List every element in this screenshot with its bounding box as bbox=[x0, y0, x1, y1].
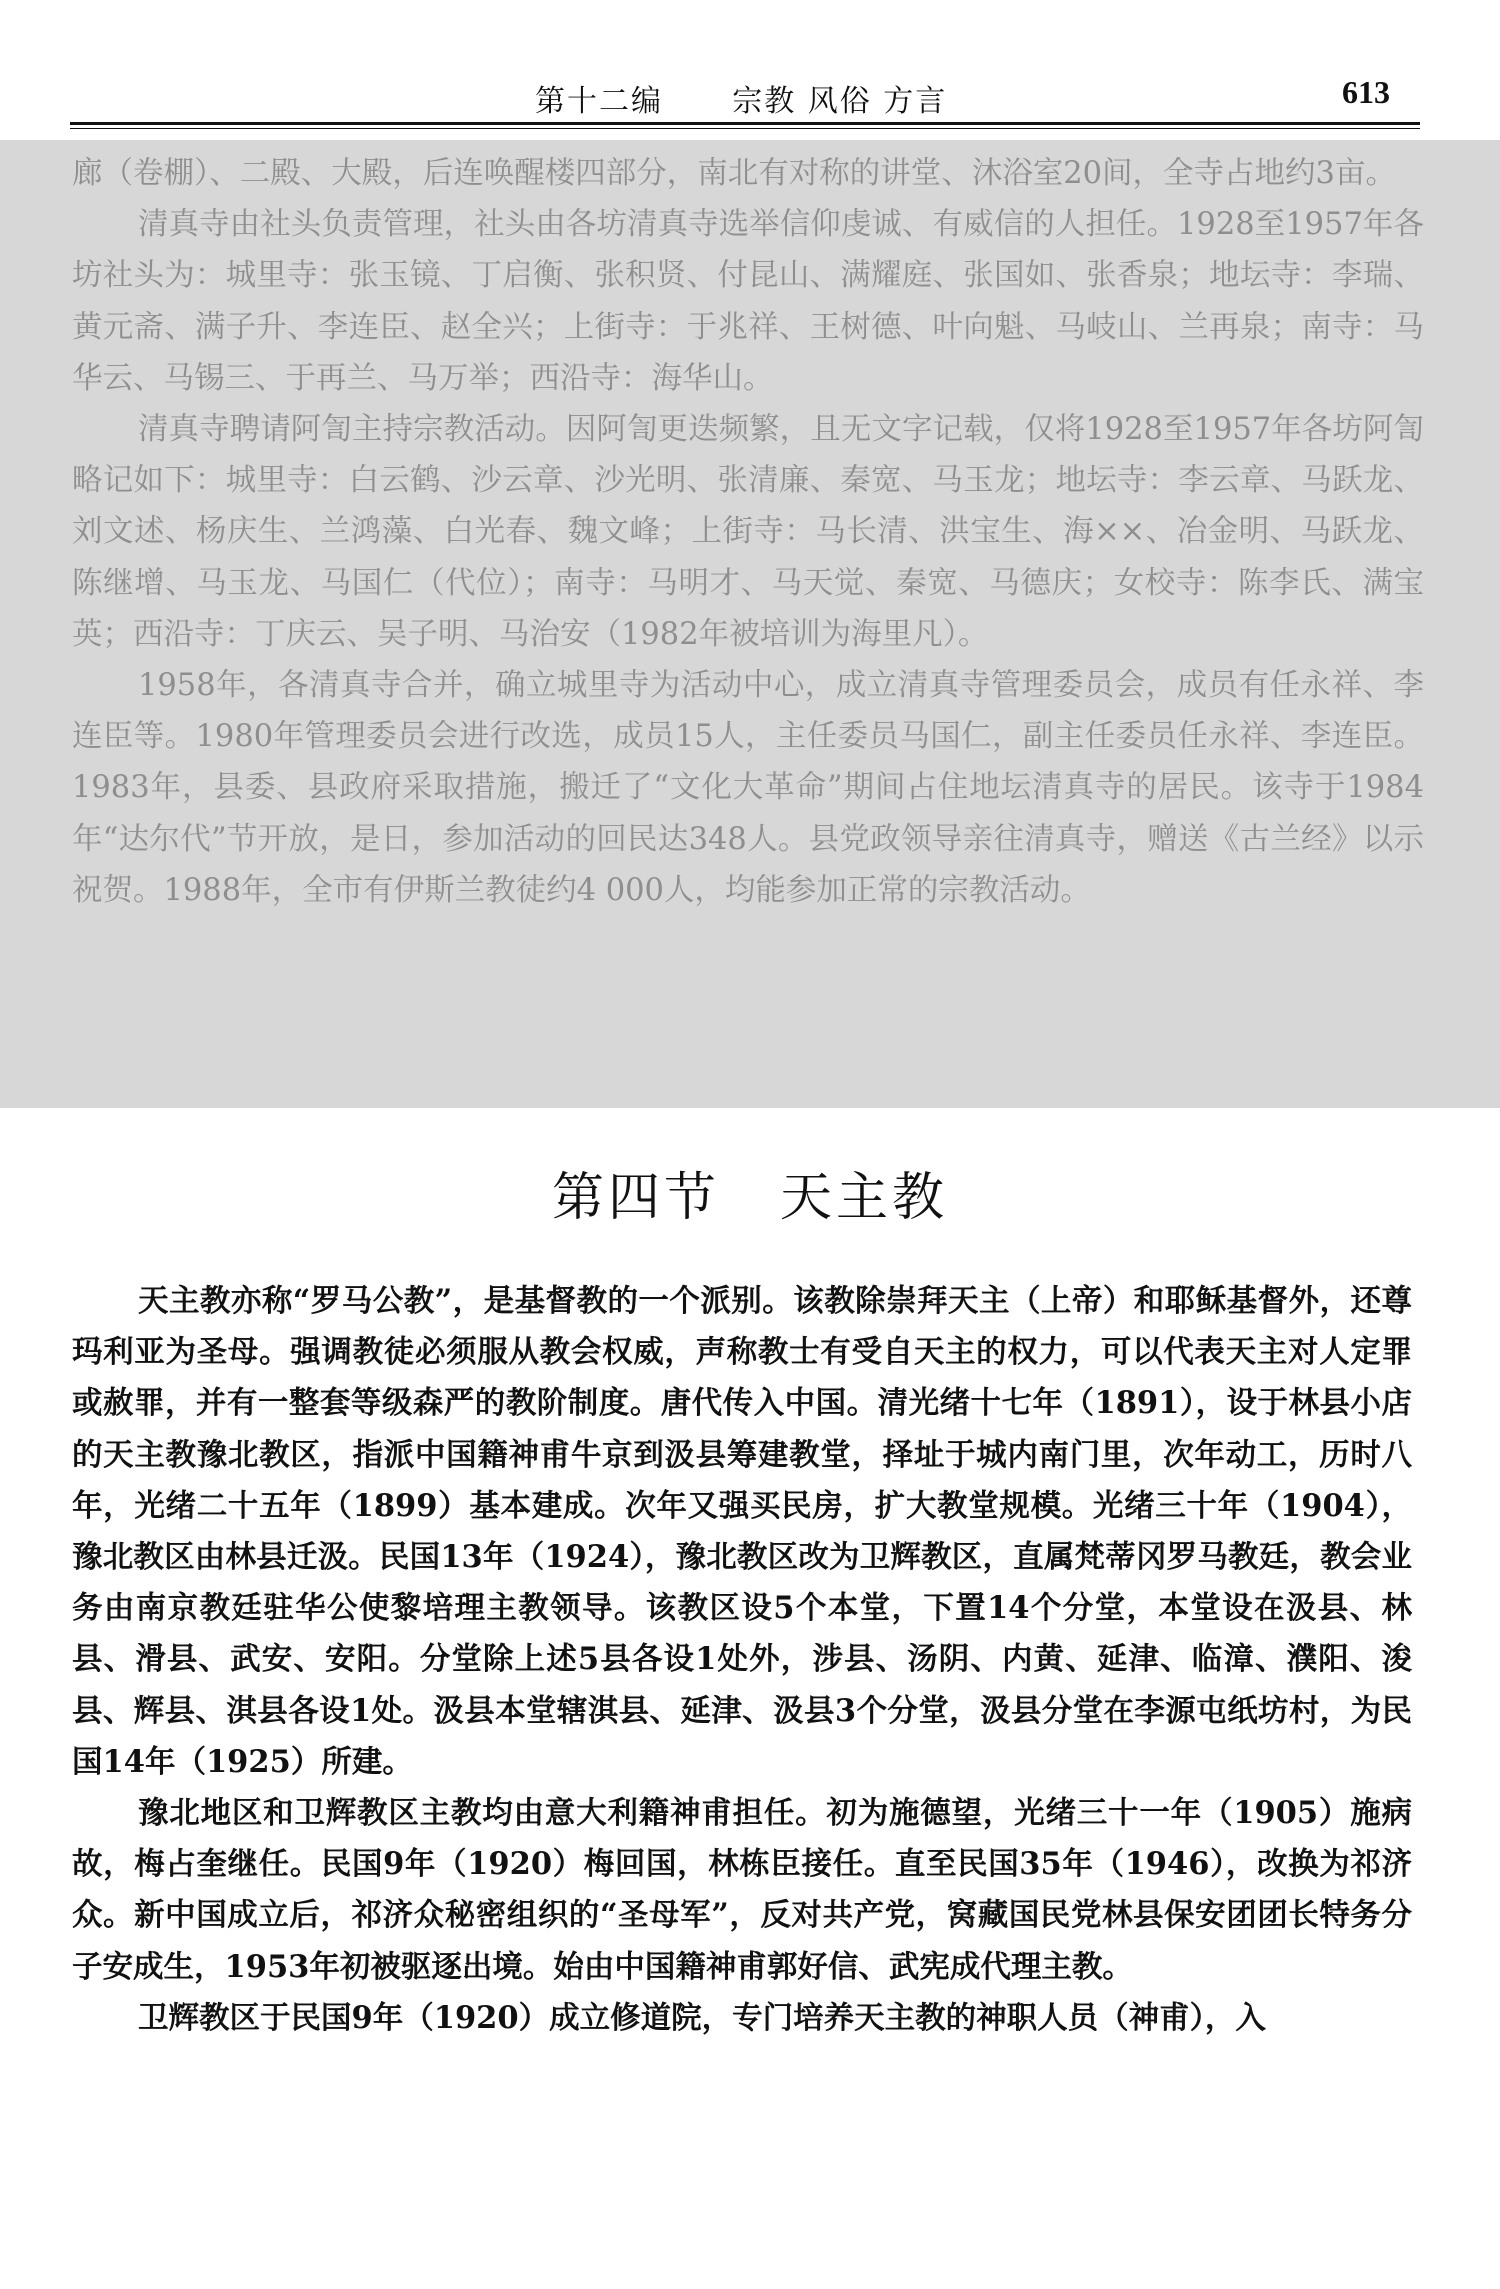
page-number: 613 bbox=[1342, 74, 1390, 110]
highlight-paragraph: 廊（卷棚）、二殿、大殿，后连唤醒楼四部分，南北有对称的讲堂、沐浴室20间，全寺占地约3亩。 bbox=[72, 156, 1396, 191]
header-rule-thick bbox=[70, 122, 1420, 125]
topics-label: 宗教 风俗 方言 bbox=[732, 84, 948, 119]
running-head bbox=[535, 76, 947, 120]
section-heading bbox=[0, 1155, 1500, 1230]
highlight-paragraph: 清真寺聘请阿訇主持宗教活动。因阿訇更迭频繁，且无文字记载，仅将1928至1957年各坊阿訇略记如下：城里寺：白云鹤、沙云章、沙光明、张清廉、秦宽、马玉龙；地坛寺：李云章、马跃龙、刘文述、杨庆生、兰鸿藻、白光春、魏文峰；上街寺：马长清、洪宝生、海××、冶金明、马跃龙、陈继增、马玉龙、马国仁（代位）；南寺：马明才、马天觉、秦宽、马德庆；女校寺：陈李氏、满宝英；西沿寺：丁庆云、吴子明、马治安（1982年被培训为海里凡）。 bbox=[72, 412, 1424, 652]
body-text-block bbox=[72, 1276, 1412, 2044]
body-paragraph: 豫北地区和卫辉教区主教均由意大利籍神甫担任。初为施德望，光绪三十一年（1905）施病故，梅占奎继任。民国9年（1920）梅回国，林栋臣接任。直至民国35年（1946），改换为祁济众。新中国成立后，祁济众秘密组织的“圣母军”，反对共产党，窝藏国民党林县保安团团长特务分子安成生，1953年初被驱逐出境。始由中国籍神甫郭好信、武宪成代理主教。 bbox=[72, 1795, 1412, 1985]
highlighted-text-block bbox=[72, 148, 1424, 916]
body-paragraph: 卫辉教区于民国9年（1920）成立修道院，专门培养天主教的神职人员（神甫），入 bbox=[138, 1999, 1266, 2036]
highlight-paragraph: 1958年，各清真寺合并，确立城里寺为活动中心，成立清真寺管理委员会，成员有任永祥、李连臣等。1980年管理委员会进行改选，成员15人，主任委员马国仁，副主任委员任永祥、李连臣。1983年，县委、县政府采取措施，搬迁了“文化大革命”期间占住地坛清真寺的居民。该寺于1984年“达尔代”节开放，是日，参加活动的回民达348人。县党政领导亲往清真寺，赠送《古兰经》以示祝贺。1988年，全市有伊斯兰教徒约4 000人，均能参加正常的宗教活动。 bbox=[72, 668, 1424, 908]
section-title: 天主教 bbox=[780, 1168, 949, 1228]
section-number: 第四节 bbox=[551, 1168, 720, 1228]
page-header bbox=[70, 66, 1390, 119]
body-paragraph: 天主教亦称“罗马公教”，是基督教的一个派别。该教除崇拜天主（上帝）和耶稣基督外，还尊玛利亚为圣母。强调教徒必须服从教会权威，声称教士有受自天主的权力，可以代表天主对人定罪或赦罪，并有一整套等级森严的教阶制度。唐代传入中国。清光绪十七年（1891），设于林县小店的天主教豫北教区，指派中国籍神甫牛京到汲县筹建教堂，择址于城内南门里，次年动工，历时八年，光绪二十五年（1899）基本建成。次年又强买民房，扩大教堂规模。光绪三十年（1904），豫北教区由林县迁汲。民国13年（1924），豫北教区改为卫辉教区，直属梵蒂冈罗马教廷，教会业务由南京教廷驻华公使黎培理主教领导。该教区设5个本堂，下置14个分堂，本堂设在汲县、林县、滑县、武安、安阳。分堂除上述5县各设1处外，涉县、汤阴、内黄、延津、临漳、濮阳、浚县、辉县、淇县各设1处。汲县本堂辖淇县、延津、汲县3个分堂，汲县分堂在李源屯纸坊村，为民国14年（1925）所建。 bbox=[72, 1283, 1412, 1780]
highlight-paragraph: 清真寺由社头负责管理，社头由各坊清真寺选举信仰虔诚、有威信的人担任。1928至1957年各坊社头为：城里寺：张玉镜、丁启衡、张积贤、付昆山、满耀庭、张国如、张香泉；地坛寺：李瑞、黄元斋、满子升、李连臣、赵全兴；上街寺：于兆祥、王树德、叶向魁、马岐山、兰再泉；南寺：马华云、马锡三、于再兰、马万举；西沿寺：海华山。 bbox=[72, 207, 1424, 396]
header-rule-thin bbox=[70, 128, 1420, 129]
chapter-label: 第十二编 bbox=[535, 84, 663, 119]
